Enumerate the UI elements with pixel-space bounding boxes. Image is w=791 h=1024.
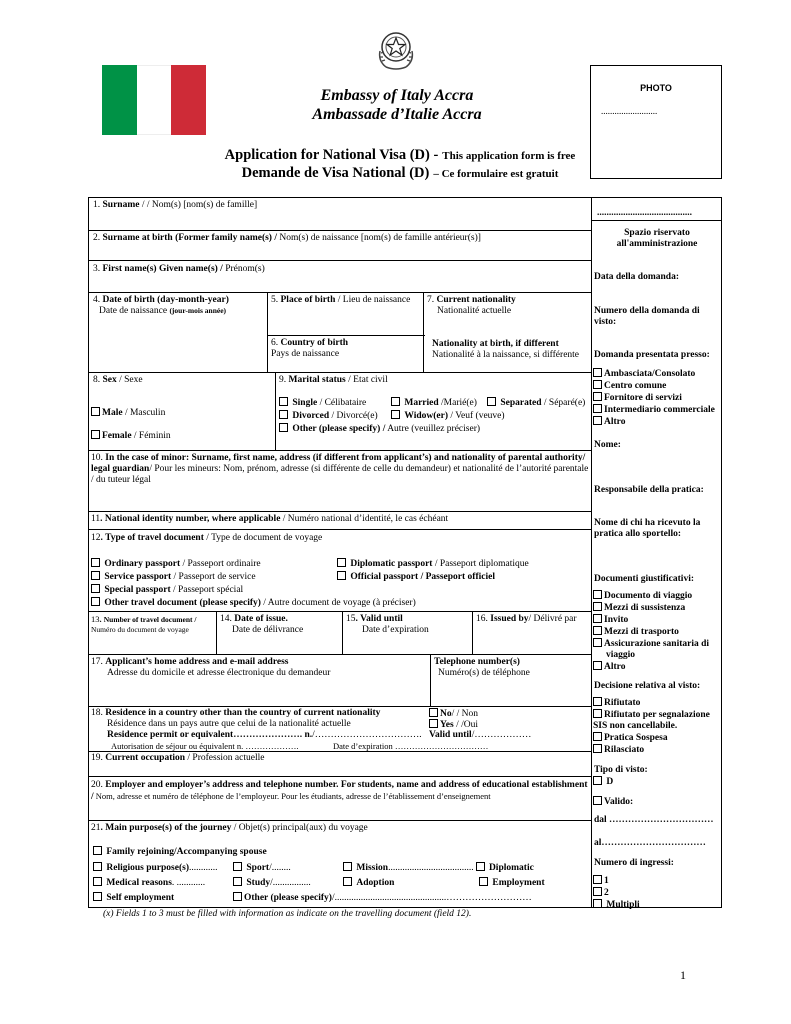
checkbox[interactable]: [593, 602, 602, 611]
field-4-date-of-birth[interactable]: 4. Date of birth (day-month-year) Date de naissance (jour-mois année): [93, 295, 229, 316]
field-14-date-of-issue[interactable]: 14. Date of issue. Date de délivrance: [220, 614, 304, 635]
checkbox[interactable]: [593, 697, 602, 706]
field-8-sex: 8. Sex / Sexe: [93, 375, 143, 385]
presso-option[interactable]: Ambasciata/Consolato: [593, 368, 715, 380]
passport-other-option[interactable]: Other travel document (please specify) / Autre document de voyage (à préciser): [91, 597, 416, 609]
field-17-home-address[interactable]: 17. Applicant’s home address and e-mail address Adresse du domicile et adresse électronique du demandeur: [91, 657, 331, 678]
italian-republic-emblem-icon: [372, 25, 420, 73]
sex-female-option[interactable]: Female / Féminin: [91, 430, 171, 442]
title-en: Application for National Visa (D) -: [224, 147, 439, 163]
checkbox[interactable]: [91, 407, 100, 416]
residence-permit-valid[interactable]: Valid until/………………: [429, 730, 532, 740]
presso-option[interactable]: Fornitore di servizi: [593, 392, 715, 404]
residence-no-option[interactable]: No/ / Non: [429, 708, 478, 720]
title-en-note: This application form is free: [442, 150, 576, 162]
checkbox[interactable]: [593, 887, 602, 896]
sidebar-responsabile: Responsabile della pratica:: [594, 485, 704, 495]
sidebar-tipo: Tipo di visto:: [594, 765, 648, 775]
checkbox[interactable]: [93, 862, 102, 871]
purpose-self-employment-option[interactable]: Self employment: [93, 892, 174, 904]
sidebar-documenti-options: [593, 590, 723, 673]
sidebar-decisione-options: [593, 697, 710, 756]
purpose-sport-option[interactable]: Sport/........: [233, 862, 291, 874]
footnote: (x) Fields 1 to 3 must be filled with information as indicate on the travelling document (field 12).: [103, 909, 472, 919]
documenti-option[interactable]: Altro: [593, 661, 723, 673]
page-number: 1: [680, 968, 686, 982]
checkbox[interactable]: [593, 776, 602, 785]
field-6-country-of-birth[interactable]: 6. Country of birth Pays de naissance: [271, 338, 349, 359]
presso-option[interactable]: Intermediario commerciale: [593, 404, 715, 416]
field-12-travel-document: 12. Type of travel document / Type de document de voyage: [91, 533, 323, 543]
checkbox[interactable]: [593, 626, 602, 635]
sidebar-nome: Nome:: [594, 440, 621, 450]
purpose-other-option[interactable]: Other (please specify)/...............................................………………………: [233, 892, 532, 904]
field-2-surname-at-birth[interactable]: 2. Surname at birth (Former family name(s) / Nom(s) de naissance [nom(s) de famille antérieur(s)]: [93, 233, 481, 243]
valido-option[interactable]: Valido:: [593, 796, 633, 808]
sidebar-numero-domanda: Numero della domanda di visto:: [594, 306, 700, 327]
checkbox[interactable]: [593, 404, 602, 413]
checkbox[interactable]: [233, 877, 242, 886]
residence-yes-option[interactable]: Yes / /Oui: [429, 719, 478, 731]
decisione-option[interactable]: Rifiutato per segnalazione: [593, 709, 710, 721]
purpose-study-option[interactable]: Study/................: [233, 877, 311, 889]
checkbox[interactable]: [343, 862, 352, 871]
marital-other-option[interactable]: Other (please specify) / Autre (veuillez préciser): [279, 423, 480, 435]
checkbox[interactable]: [91, 430, 100, 439]
passport-service-option[interactable]: Service passport / Passeport de service: [91, 571, 256, 583]
residence-permit-fr: Autorisation de séjour ou équivalent n. ……………….: [111, 741, 299, 751]
form-title: [170, 146, 630, 182]
field-19-occupation[interactable]: 19. Current occupation / Profession actuelle: [91, 753, 265, 763]
purpose-medical-option[interactable]: Medical reasons. ............: [93, 877, 205, 889]
field-7-nationality-at-birth[interactable]: Nationality at birth, if different Nationalité à la naissance, si différente: [432, 339, 580, 360]
sidebar-al: al……………………………: [594, 838, 706, 848]
field-3-first-name[interactable]: 3. First name(s) Given name(s) / Prénom(s): [93, 264, 265, 274]
residence-permit-number[interactable]: Residence permit or equivalent…………………. n./…………………………….: [107, 730, 422, 740]
purpose-adoption-option[interactable]: Adoption: [343, 877, 394, 889]
checkbox[interactable]: [487, 397, 496, 406]
field-13-document-number[interactable]: 13. Number of travel document / Numéro du document de voyage: [91, 614, 197, 634]
field-16-issued-by[interactable]: 16. Issued by/ Délivré par: [476, 614, 577, 624]
marital-married-option[interactable]: Married /Marié(e): [391, 397, 477, 409]
photo-box[interactable]: [590, 65, 722, 179]
checkbox[interactable]: [337, 571, 346, 580]
checkbox[interactable]: [593, 392, 602, 401]
checkbox[interactable]: [476, 862, 485, 871]
sidebar-ingressi: Numero di ingressi:: [594, 858, 674, 868]
checkbox[interactable]: [593, 590, 602, 599]
title-fr: Demande de Visa National (D): [241, 165, 430, 181]
checkbox[interactable]: [593, 709, 602, 718]
sidebar-presso-options: [593, 368, 715, 428]
decisione-option[interactable]: Rifiutato: [593, 697, 710, 709]
ingressi-option[interactable]: 1: [593, 875, 640, 887]
sidebar-dal: dal ……………………………: [594, 815, 714, 825]
embassy-name: [252, 86, 542, 124]
checkbox[interactable]: [429, 719, 438, 728]
checkbox[interactable]: [279, 410, 288, 419]
checkbox[interactable]: [479, 877, 488, 886]
sidebar-sis: SIS non cancellabile.: [593, 721, 678, 731]
checkbox[interactable]: [279, 423, 288, 432]
checkbox[interactable]: [593, 899, 602, 908]
embassy-name-en: Embassy of Italy Accra: [320, 87, 474, 104]
checkbox[interactable]: [93, 877, 102, 886]
passport-ordinary-option[interactable]: Ordinary passport / Passeport ordinaire: [91, 558, 261, 570]
checkbox[interactable]: [279, 397, 288, 406]
checkbox[interactable]: [233, 862, 242, 871]
field-20-employer[interactable]: 20. Employer and employer’s address and telephone number. For students, name and address of educational establishment / Nom, adresse et numéro de téléphone de l’employeur. Pour les étudiants, adresse de l’établissement d’enseignement: [91, 780, 588, 802]
checkbox[interactable]: [91, 558, 100, 567]
sidebar-ingressi-options: [593, 875, 640, 911]
field-7-current-nationality[interactable]: 7. Current nationality Nationalité actuelle: [427, 295, 516, 316]
checkbox[interactable]: [391, 410, 400, 419]
checkbox[interactable]: [593, 614, 602, 623]
marital-separated-option[interactable]: Separated / Séparé(e): [487, 397, 585, 409]
checkbox[interactable]: [593, 380, 602, 389]
documenti-option[interactable]: Assicurazione sanitaria di viaggio: [593, 638, 723, 661]
checkbox[interactable]: [429, 708, 438, 717]
sidebar-data-domanda: Data della domanda:: [594, 272, 679, 282]
purpose-family-option[interactable]: Family rejoining/Accompanying spouse: [93, 846, 267, 858]
marital-divorced-option[interactable]: Divorced / Divorcé(e): [279, 410, 378, 422]
field-1-surname[interactable]: 1. Surname / / Nom(s) [nom(s) de famille]: [93, 200, 258, 210]
purpose-religious-option[interactable]: Religious purpose(s)............: [93, 862, 217, 874]
field-10-minor-guardian[interactable]: 10. In the case of minor: Surname, first name, address (if different from applicant’s) and nationality of parental authority/ legal guardian/ Pour les mineurs: Nom, prénom, adresse (si différente de celle du demandeur) et nationalité de l’autorité parentale / du tuteur légal: [91, 453, 589, 485]
checkbox[interactable]: [593, 416, 602, 425]
marital-single-option[interactable]: Single / Célibataire: [279, 397, 366, 409]
documenti-option[interactable]: Mezzi di trasporto: [593, 626, 723, 638]
decisione-option[interactable]: Rilasciato: [593, 744, 710, 756]
sex-male-option[interactable]: Male / Masculin: [91, 407, 165, 419]
sidebar-dots: ........................................: [597, 208, 692, 218]
passport-official-option[interactable]: Official passport / Passeport officiel: [337, 571, 495, 583]
purpose-employment-option[interactable]: Employment: [479, 877, 545, 889]
field-11-national-id[interactable]: 11. National identity number, where applicable / Numéro national d’identité, le cas échéant: [91, 514, 449, 524]
checkbox[interactable]: [93, 846, 102, 855]
presso-option[interactable]: Altro: [593, 416, 715, 428]
documenti-option[interactable]: Documento di viaggio: [593, 590, 723, 602]
marital-widow-option[interactable]: Widow(er) / Veuf (veuve): [391, 410, 505, 422]
checkbox[interactable]: [91, 584, 100, 593]
field-15-valid-until[interactable]: 15. Valid until Date d’expiration: [346, 614, 429, 635]
checkbox[interactable]: [593, 661, 602, 670]
decisione-option[interactable]: Pratica Sospesa: [593, 732, 710, 744]
presso-option[interactable]: Centro comune: [593, 380, 715, 392]
checkbox[interactable]: [343, 877, 352, 886]
checkbox[interactable]: [233, 892, 242, 901]
passport-special-option[interactable]: Special passport / Passeport spécial: [91, 584, 243, 596]
application-form: [88, 197, 722, 908]
residence-expiry-fr: Date d’expiration ……………………………: [333, 741, 489, 751]
checkbox[interactable]: [593, 638, 602, 647]
ingressi-option[interactable]: Multipli: [593, 899, 640, 911]
checkbox[interactable]: [391, 397, 400, 406]
sidebar-nome-chi: Nome di chi ha ricevuto la pratica allo sportello:: [594, 518, 701, 539]
italian-flag-icon: [102, 65, 206, 135]
documenti-option[interactable]: Invito: [593, 614, 723, 626]
sidebar-documenti: Documenti giustificativi:: [594, 574, 695, 584]
photo-label: PHOTO: [640, 83, 672, 93]
checkbox[interactable]: [593, 744, 602, 753]
ingressi-option[interactable]: 2: [593, 887, 640, 899]
purpose-mission-option[interactable]: Mission.................................... Diplomatic: [343, 862, 534, 874]
checkbox[interactable]: [593, 732, 602, 741]
field-21-purpose: 21. Main purpose(s) of the journey / Objet(s) principal(aux) du voyage: [91, 823, 368, 833]
tipo-d-option[interactable]: D: [593, 776, 613, 788]
sidebar-presentata: Domanda presentata presso:: [594, 350, 710, 360]
checkbox[interactable]: [593, 796, 602, 805]
field-18-residence: 18. Residence in a country other than the country of current nationality Résidence dans un pays autre que celui de la nationalité actuelle: [91, 708, 381, 729]
sidebar-decisione: Decisione relativa al visto:: [594, 681, 701, 691]
field-5-place-of-birth[interactable]: 5. Place of birth / Lieu de naissance: [271, 295, 411, 305]
sidebar-reserved: Spazio riservato all'amministrazione: [616, 228, 698, 249]
checkbox[interactable]: [93, 892, 102, 901]
field-telephone[interactable]: Telephone number(s) Numéro(s) de téléphone: [434, 657, 530, 678]
documenti-option[interactable]: Mezzi di sussistenza: [593, 602, 723, 614]
checkbox[interactable]: [91, 571, 100, 580]
checkbox[interactable]: [337, 558, 346, 567]
photo-dots: .........................: [601, 106, 658, 116]
field-9-marital-status: 9. Marital status / Etat civil: [279, 375, 388, 385]
checkbox[interactable]: [593, 368, 602, 377]
checkbox[interactable]: [91, 597, 100, 606]
passport-diplomatic-option[interactable]: Diplomatic passport / Passeport diplomatique: [337, 558, 529, 570]
title-fr-note: – Ce formulaire est gratuit: [433, 168, 559, 180]
checkbox[interactable]: [593, 875, 602, 884]
embassy-name-fr: Ambassade d’Italie Accra: [312, 106, 482, 123]
